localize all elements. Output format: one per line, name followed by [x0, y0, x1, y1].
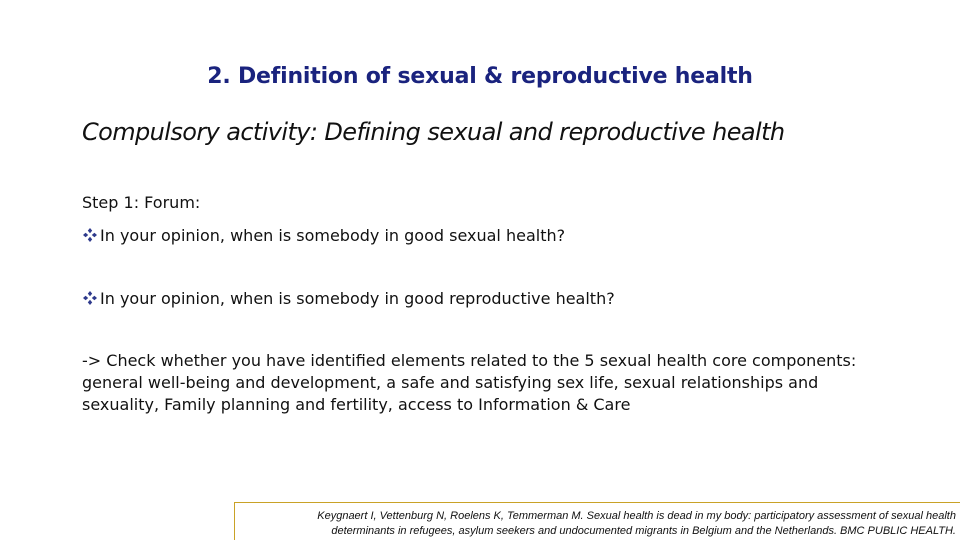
page-title: 2. Definition of sexual & reproductive health: [207, 64, 753, 89]
diamond-bullet-icon: [82, 290, 98, 306]
check-instructions: -> Check whether you have identified elements related to the 5 sexual health core components: general well-being and development, a safe and satisfying sex life, sexual relationships and sexuality, Family planning and fertility, access to Information & Care: [82, 351, 857, 414]
citation-box: [234, 502, 960, 540]
bullet-text: In your opinion, when is somebody in good reproductive health?: [100, 289, 615, 308]
citation-line-1: Keygnaert I, Vettenburg N, Roelens K, Temmerman M. Sexual health is dead in my body: participatory assessment of sexual health: [317, 510, 956, 522]
step-label: Step 1: Forum:: [82, 193, 201, 212]
citation-line-2: determinants in refugees, asylum seekers and undocumented migrants in Belgium and the Netherlands. BMC PUBLIC HEALTH.: [331, 525, 956, 537]
bullet-text: In your opinion, when is somebody in good sexual health?: [100, 226, 566, 245]
activity-subtitle: Compulsory activity: Defining sexual and reproductive health: [82, 118, 785, 146]
bullet-item: [82, 289, 615, 308]
bullet-item: [82, 226, 565, 245]
diamond-bullet-icon: [82, 227, 98, 243]
